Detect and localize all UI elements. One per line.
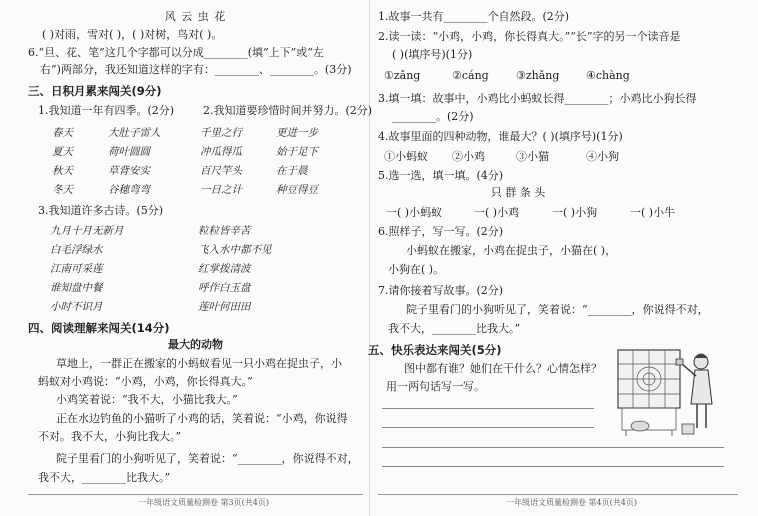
pinyin-option: ④chàng: [586, 69, 630, 82]
animal-option: ②小鸡: [452, 150, 485, 163]
writing-line: [382, 408, 594, 409]
season-cell: 春天: [52, 127, 73, 139]
question-6-line-1: 6.“旦、花、笔”这几个字都可以分成________(填“上下”或“左: [28, 46, 324, 59]
story-paragraph: 草地上，一群正在搬家的小蚂蚁看见一只小鸡在捉虫子，小: [56, 357, 342, 370]
right-question-5: 5.选一选，填一填。(4分): [378, 169, 504, 182]
idiom-cell: 百尺竿头: [200, 165, 242, 177]
animal-option: ①小蚂蚁: [384, 150, 428, 163]
footer-rule: [378, 494, 738, 495]
right-question-1: 1.故事一共有________个自然段。(2分): [378, 10, 570, 23]
idiom-match-cell: 更进一步: [276, 127, 318, 139]
section-5-title: 五、快乐表达来闯关(5分): [368, 343, 502, 357]
pinyin-option: ①zǎng: [384, 69, 421, 82]
imitation-sentence-line-2: 小狗在( )。: [388, 263, 445, 276]
right-question-2-line-1: 2.读一读：“小鸡，小鸡，你长得真大。”“长”字的另一个读音是: [378, 30, 681, 43]
poem-line-cell: 白毛浮绿水: [50, 244, 103, 256]
right-question-2-line-2: ( )(填序号)(1分): [392, 48, 473, 61]
measure-word-blank: 一( )小蚂蚁: [386, 206, 443, 219]
measure-word-bank: 只 群 条 头: [490, 186, 546, 199]
right-page: [368, 0, 738, 516]
season-phrase-cell: 谷穗弯弯: [108, 184, 150, 196]
writing-line: [382, 466, 724, 467]
idiom-cell: 冲瓜得瓜: [200, 146, 242, 158]
section-3-title: 三、日积月累来闯关(9分): [28, 84, 162, 98]
measure-word-blank: 一( )小牛: [630, 206, 676, 219]
story-paragraph: 正在水边钓鱼的小猫听了小鸡的话，笑着说：“小鸡，你说得: [56, 412, 348, 425]
poem-match-cell: 莲叶何田田: [198, 301, 251, 313]
right-question-3-line-1: 3.填一填：故事中，小鸡比小蚂蚁长得________；小鸡比小狗长得: [378, 92, 697, 105]
picture-prompt-line-2: 用一两句话写一写。: [386, 380, 485, 393]
story-paragraph: 小鸡笑着说：“我不大，小猫比我大。”: [56, 393, 238, 406]
season-phrase-cell: 荷叶圆圆: [108, 146, 150, 158]
animal-option: ④小狗: [586, 150, 619, 163]
season-cell: 秋天: [52, 165, 73, 177]
page-fold-divider: [369, 0, 370, 516]
girl-cleaning-window-illustration: [600, 346, 724, 436]
writing-line: [382, 427, 594, 428]
poem-line-cell: 九月十月无新月: [50, 225, 124, 237]
continue-story-line-1: 院子里看门的小狗听见了，笑着说：“________，你说得不对，: [406, 303, 709, 316]
season-cell: 冬天: [52, 184, 73, 196]
idiom-match-cell: 种豆得豆: [276, 184, 318, 196]
season-phrase-cell: 大肚子雷人: [108, 127, 161, 139]
poem-match-cell: 红掌拨清波: [198, 263, 251, 275]
right-question-3-line-2: ________。(2分): [392, 110, 474, 123]
question-6-line-2: 右”)两部分，我还知道这样的字有：________、________。(3分): [40, 63, 352, 76]
question-3-label: 3.我知道许多古诗。(5分): [38, 204, 164, 217]
animal-option: ③小猫: [516, 150, 549, 163]
poem-line-cell: 小时不识月: [50, 301, 103, 313]
question-2-label: 2.我知道要珍惜时间并努力。(2分): [203, 104, 373, 117]
season-cell: 夏天: [52, 146, 73, 158]
measure-word-blank: 一( )小狗: [552, 206, 598, 219]
story-title: 最大的动物: [168, 338, 223, 351]
measure-word-blank: 一( )小鸡: [474, 206, 520, 219]
imitation-sentence-line-1: 小蚂蚁在搬家，小鸡在捉虫子，小猫在( )，: [406, 244, 617, 257]
left-page: [28, 0, 373, 516]
poem-match-cell: 飞入水中都不见: [198, 244, 272, 256]
idiom-match-cell: 在于晨: [276, 165, 308, 177]
poem-match-cell: 呼作白玉盘: [198, 282, 251, 294]
poem-line-cell: 江南可采莲: [50, 263, 103, 275]
word-bank: 风 云 虫 花: [164, 10, 227, 23]
writing-line: [382, 447, 724, 448]
idiom-match-cell: 始于足下: [276, 146, 318, 158]
question-1-label: 1.我知道一年有四季。(2分): [38, 104, 175, 117]
right-question-4: 4.故事里面的四种动物，谁最大？( )(填序号)(1分): [378, 130, 623, 143]
season-phrase-cell: 草背安实: [108, 165, 150, 177]
pairing-line: ( )对雨，雪对( )，( )对树，鸟对( )。: [42, 28, 223, 41]
footer-rule: [28, 494, 363, 495]
right-question-7: 7.请你接着写故事。(2分): [378, 284, 504, 297]
picture-prompt-line-1: 图中都有谁？她们在干什么？心情怎样？: [404, 362, 602, 375]
idiom-cell: 千里之行: [200, 127, 242, 139]
story-paragraph: 我不大，________比我大。”: [38, 471, 171, 484]
story-paragraph: 不对。我不大，小狗比我大。”: [38, 430, 182, 443]
continue-story-line-2: 我不大，________比我大。”: [388, 322, 521, 335]
right-question-6: 6.照样子，写一写。(2分): [378, 225, 504, 238]
pinyin-option: ②cáng: [452, 69, 489, 82]
pinyin-option: ③zhǎng: [516, 69, 560, 82]
poem-line-cell: 谁知盘中餐: [50, 282, 103, 294]
left-page-footer: 一年级语文质量检测卷 第3页(共4页): [138, 498, 269, 507]
right-page-footer: 一年级语文质量检测卷 第4页(共4页): [506, 498, 637, 507]
story-paragraph: 蚂蚁对小鸡说：“小鸡，小鸡，你长得真大。”: [38, 375, 253, 388]
poem-match-cell: 粒粒皆辛苦: [198, 225, 251, 237]
idiom-cell: 一日之计: [200, 184, 242, 196]
section-4-title: 四、阅读理解来闯关(14分): [28, 321, 170, 335]
story-paragraph: 院子里看门的小狗听见了，笑着说：“________，你说得不对，: [56, 452, 359, 465]
